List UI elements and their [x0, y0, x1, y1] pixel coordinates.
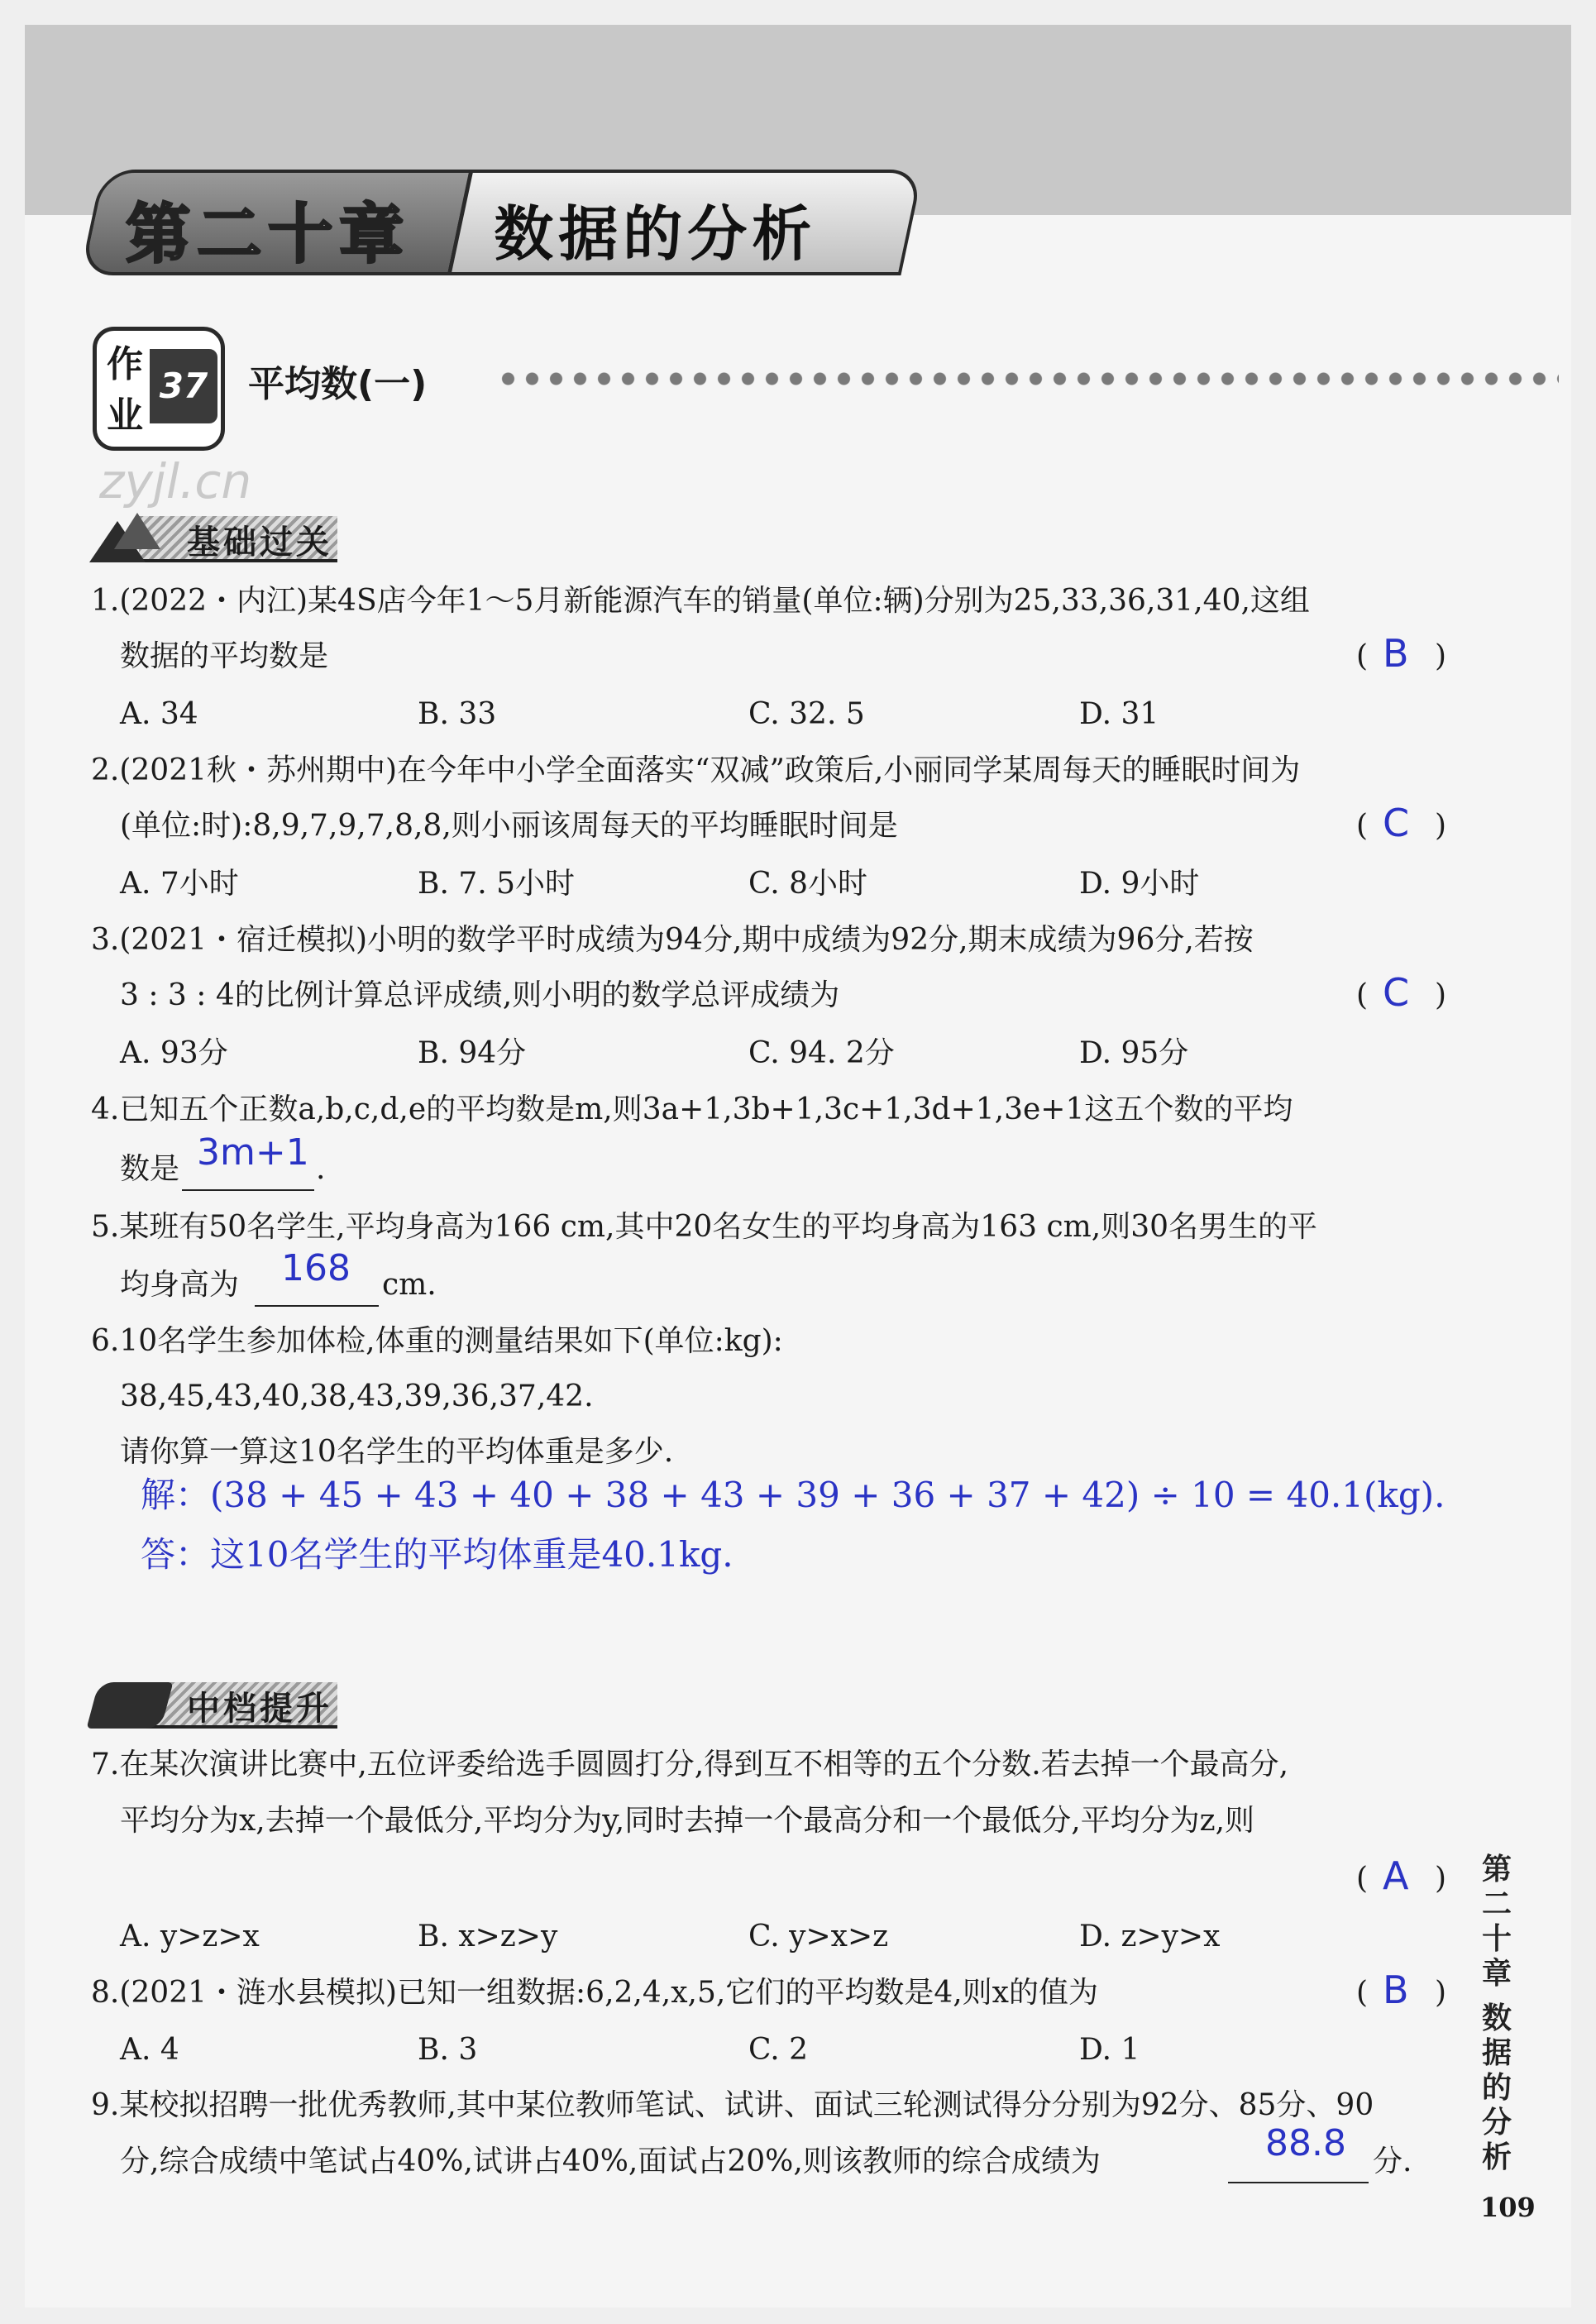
section-advanced-title: 中档提升 — [187, 1690, 332, 1728]
q7-paren-close: ) — [1435, 1862, 1447, 1896]
side-tab-title: 数据的分析 — [1481, 2001, 1512, 2174]
q7-line2: 平均分为x,去掉一个最低分,平均分为y,同时去掉一个最高分和一个最低分,平均分为z,则 — [120, 1804, 1255, 1838]
q7-answer: A — [1383, 1853, 1409, 1898]
q1-option-d: D. 31 — [1079, 697, 1159, 731]
q8-option-d: D. 1 — [1079, 2033, 1140, 2067]
dotted-divider — [496, 371, 1559, 387]
q1-paren-close: ) — [1435, 639, 1447, 673]
q3-option-d: D. 95分 — [1079, 1036, 1189, 1070]
q2-line1: 2.(2021秋・苏州期中)在今年中小学全面落实“双减”政策后,小丽同学某周每天的睡眠时间为 — [91, 753, 1301, 787]
q4-line2-prefix: 数是 — [120, 1152, 180, 1186]
q4-line1: 4.已知五个正数a,b,c,d,e的平均数是m,则3a+1,3b+1,3c+1,3d+1,3e+1这五个数的平均 — [91, 1093, 1293, 1126]
q2-paren-open: ( — [1356, 809, 1369, 843]
q2-paren-close: ) — [1435, 809, 1447, 843]
q5-line2-prefix: 均身高为 — [120, 1268, 240, 1302]
q7-line1: 7.在某次演讲比赛中,五位评委给选手圆圆打分,得到互不相等的五个分数.若去掉一个最高分, — [91, 1748, 1289, 1781]
q5-line1: 5.某班有50名学生,平均身高为166 cm,其中20名女生的平均身高为163 cm,则30名男生的平 — [91, 1210, 1318, 1244]
q2-option-d: D. 9小时 — [1079, 867, 1200, 901]
q7-option-b: B. x>z>y — [418, 1920, 558, 1953]
section-basic-title: 基础过关 — [187, 524, 332, 562]
q1-paren-open: ( — [1356, 639, 1369, 673]
chapter-label: 第二十章 — [126, 198, 411, 272]
q2-option-c: C. 8小时 — [748, 867, 868, 901]
q2-option-b: B. 7. 5小时 — [418, 867, 576, 901]
q6-solution: 解：(38 + 45 + 43 + 40 + 38 + 43 + 39 + 36 + 37 + 42) ÷ 10 = 40.1(kg). — [141, 1475, 1445, 1515]
q3-line1: 3.(2021・宿迁模拟)小明的数学平时成绩为94分,期中成绩为92分,期末成绩为96分,若按 — [91, 923, 1254, 957]
side-tab-chapter: 第二十章 — [1481, 1853, 1512, 1991]
q3-option-b: B. 94分 — [418, 1036, 527, 1070]
q9-line2-suffix: 分. — [1373, 2145, 1412, 2178]
q9-line1: 9.某校拟招聘一批优秀教师,其中某位教师笔试、试讲、面试三轮测试得分分别为92分、85分、90 — [91, 2088, 1374, 2122]
q2-answer: C — [1383, 801, 1410, 845]
q5-line2-suffix: cm. — [382, 1268, 437, 1302]
q8-option-c: C. 2 — [748, 2033, 809, 2067]
q1-answer: B — [1383, 631, 1409, 676]
q1-option-c: C. 32. 5 — [748, 697, 865, 731]
q2-line2: (单位:时):8,9,7,9,7,8,8,则小丽该周每天的平均睡眠时间是 — [120, 809, 898, 843]
q7-option-d: D. z>y>x — [1079, 1920, 1221, 1953]
badge-char-2: 业 — [107, 395, 143, 437]
q6-conclusion: 答：这10名学生的平均体重是40.1kg. — [141, 1534, 733, 1575]
q9-line2-prefix: 分,综合成绩中笔试占40%,试讲占40%,面试占20%,则该教师的综合成绩为 — [120, 2145, 1101, 2178]
section-basic — [89, 513, 354, 562]
q8-option-b: B. 3 — [418, 2033, 478, 2067]
side-tab — [1476, 1853, 1517, 2175]
q8-line1: 8.(2021・涟水县模拟)已知一组数据:6,2,4,x,5,它们的平均数是4,则x的值为 — [91, 1976, 1098, 2010]
q8-paren-open: ( — [1356, 1976, 1369, 2010]
section-advanced-icon — [86, 1682, 173, 1729]
q3-line2: 3 : 3 : 4的比例计算总评成绩,则小明的数学总评成绩为 — [120, 978, 840, 1012]
q1-option-a: A. 34 — [120, 697, 198, 731]
q3-option-c: C. 94. 2分 — [748, 1036, 895, 1070]
badge-number: 37 — [150, 349, 217, 423]
q3-option-a: A. 93分 — [120, 1036, 228, 1070]
q1-line2: 数据的平均数是 — [120, 639, 329, 673]
badge-char-1: 作 — [107, 343, 143, 385]
q2-option-a: A. 7小时 — [120, 867, 239, 901]
q7-option-c: C. y>x>z — [748, 1920, 889, 1953]
q6-line3: 请你算一算这10名学生的平均体重是多少. — [120, 1435, 674, 1469]
assignment-badge — [93, 327, 225, 451]
q3-paren-open: ( — [1356, 978, 1369, 1012]
q8-option-a: A. 4 — [120, 2033, 179, 2067]
q8-paren-close: ) — [1435, 1976, 1447, 2010]
q8-answer: B — [1383, 1968, 1409, 2012]
q6-line1: 6.10名学生参加体检,体重的测量结果如下(单位:kg): — [91, 1324, 783, 1358]
q4-line2-suffix: . — [316, 1152, 326, 1186]
mountain-icon-small — [114, 513, 160, 549]
q1-option-b: B. 33 — [418, 697, 497, 731]
q5-answer: 168 — [281, 1247, 351, 1289]
q3-paren-close: ) — [1435, 978, 1447, 1012]
chapter-title-banner — [447, 170, 923, 275]
page-number: 109 — [1480, 2192, 1536, 2223]
q7-paren-open: ( — [1356, 1862, 1369, 1896]
q4-answer: 3m+1 — [197, 1131, 309, 1174]
q6-data: 38,45,43,40,38,43,39,36,37,42. — [120, 1380, 594, 1413]
lesson-title: 平均数(一) — [248, 363, 428, 405]
q3-answer: C — [1383, 970, 1410, 1015]
q7-option-a: A. y>z>x — [120, 1920, 260, 1953]
q1-line1: 1.(2022・内江)某4S店今年1～5月新能源汽车的销量(单位:辆)分别为25,33,36,31,40,这组 — [91, 584, 1310, 618]
chapter-title: 数据的分析 — [494, 199, 817, 269]
watermark: zyjl.cn — [99, 453, 252, 509]
q9-answer: 88.8 — [1265, 2122, 1346, 2164]
section-advanced — [89, 1679, 354, 1729]
chapter-label-banner — [79, 170, 472, 275]
